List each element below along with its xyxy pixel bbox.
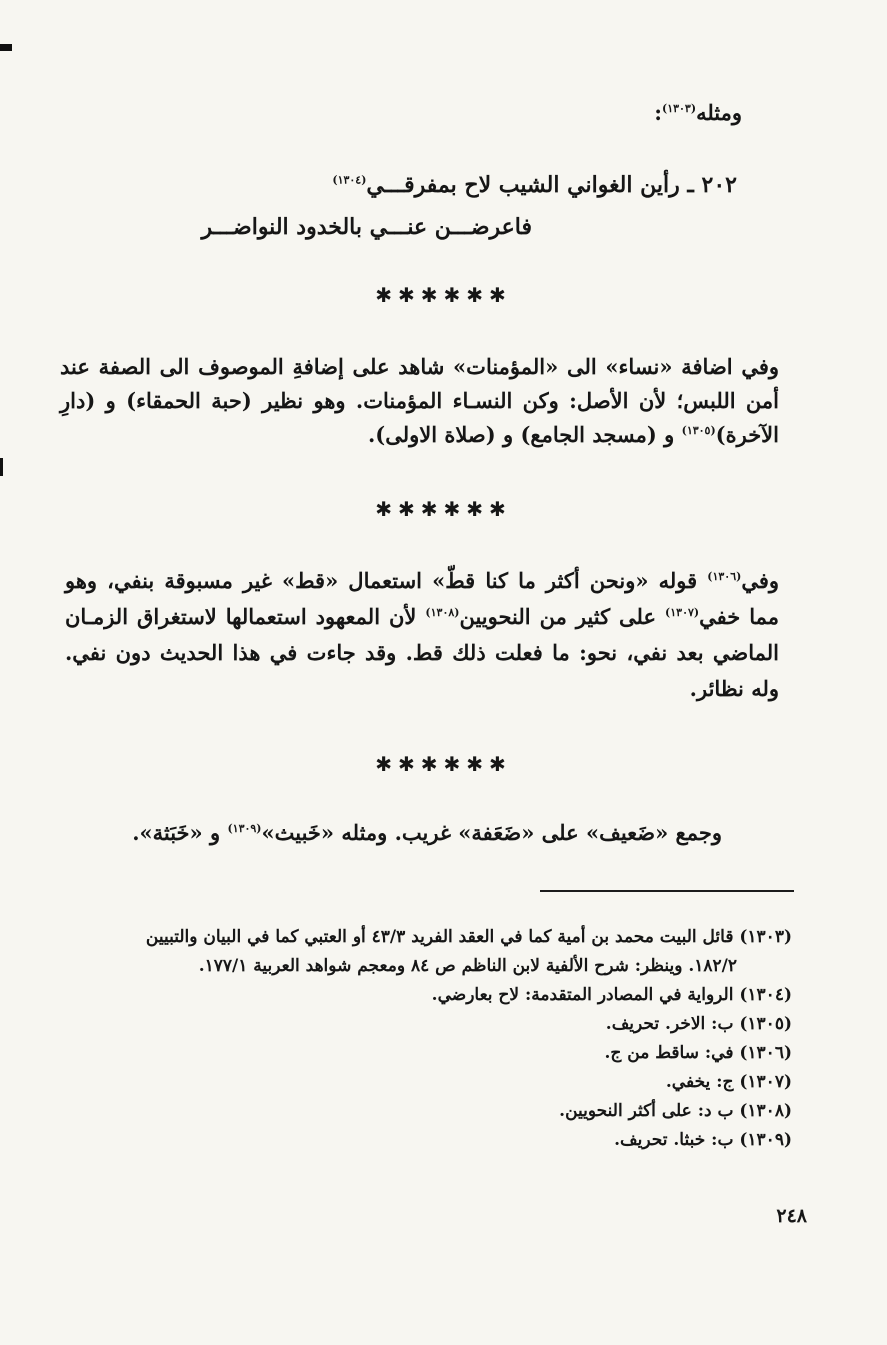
footnote-1306: (١٣٠٦) في: ساقط من ج. — [604, 1043, 792, 1063]
verse-line-1: ٢٠٢ ـ رأين الغواني الشيب لاح بمفرقـــي$^{(١٣٠٤)}$ — [332, 172, 737, 198]
separator-2: ✱✱✱✱✱✱ — [375, 497, 512, 521]
separator-1: ✱✱✱✱✱✱ — [375, 283, 512, 307]
paragraph-2-line-3: الماضي بعد نفي، نحو: ما فعلت ذلك قط. وقد جاءت في هذا الحديث دون نفي. — [65, 640, 779, 665]
footnote-1305: (١٣٠٥) ب: الاخر. تحريف. — [605, 1014, 792, 1034]
footnote-1303-line-1: (١٣٠٣) قائل البيت محمد بن أمية كما في العقد الفريد ٤٣/٣ أو العتبي كما في البيان والتبيين — [145, 927, 792, 947]
verse-number: ٢٠٢ — [701, 172, 737, 198]
paragraph-1-line-2: أمن اللبس؛ لأن الأصل: وكن النسـاء المؤمنات. وهو نظير (حبة الحمقاء) و (دارِ — [60, 388, 779, 413]
footnote-separator — [540, 890, 794, 892]
paragraph-1-line-3: الآخرة)$^{(١٣٠٥)}$ و (مسجد الجامع) و (صلاة الاولى). — [367, 422, 779, 447]
verse-line-2: فاعرضـــن عنـــي بالخدود النواضـــر — [201, 214, 532, 240]
footnote-1303-line-2: ١٨٢/٢. وينظر: شرح الألفية لابن الناظم ص ٨٤ ومعجم شواهد العربية ١٧٧/١. — [198, 956, 737, 976]
paragraph-2-line-2: مما خفي$^{(١٣٠٧)}$ على كثير من النحويين$^{(١٣٠٨)}$ لأن المعهود استعمالها لاستغراق الزمـان — [65, 604, 779, 629]
footnote-1308: (١٣٠٨) ب د: على أكثر النحويين. — [559, 1101, 792, 1121]
separator-3: ✱✱✱✱✱✱ — [375, 752, 512, 776]
paragraph-3: وجمع «ضَعيف» على «ضَعَفة» غريب. ومثله «خَبيث»$^{(١٣٠٩)}$ و «خَبَثة». — [132, 820, 722, 845]
paragraph-2-line-1: وفي$^{(١٣٠٦)}$ قوله «ونحن أكثر ما كنا قطّ» استعمال «قط» غير مسبوقة بنفي، وهو — [65, 568, 780, 593]
intro-line: ومثله$^{(١٣٠٣)}$: — [654, 100, 742, 125]
paragraph-2-line-4: وله نظائر. — [689, 676, 779, 701]
page-number: ٢٤٨ — [776, 1205, 807, 1227]
paragraph-1-line-1: وفي اضافة «نساء» الى «المؤمنات» شاهد على إضافةِ الموصوف الى الصفة عند — [60, 354, 779, 379]
scan-mark-left — [0, 44, 12, 51]
scan-mark-edge — [0, 458, 3, 476]
footnote-1304: (١٣٠٤) الرواية في المصادر المتقدمة: لاح بعارضي. — [431, 985, 792, 1005]
footnote-1309: (١٣٠٩) ب: خبثا. تحريف. — [614, 1130, 792, 1150]
footnote-1307: (١٣٠٧) ج: يخفي. — [665, 1072, 792, 1092]
